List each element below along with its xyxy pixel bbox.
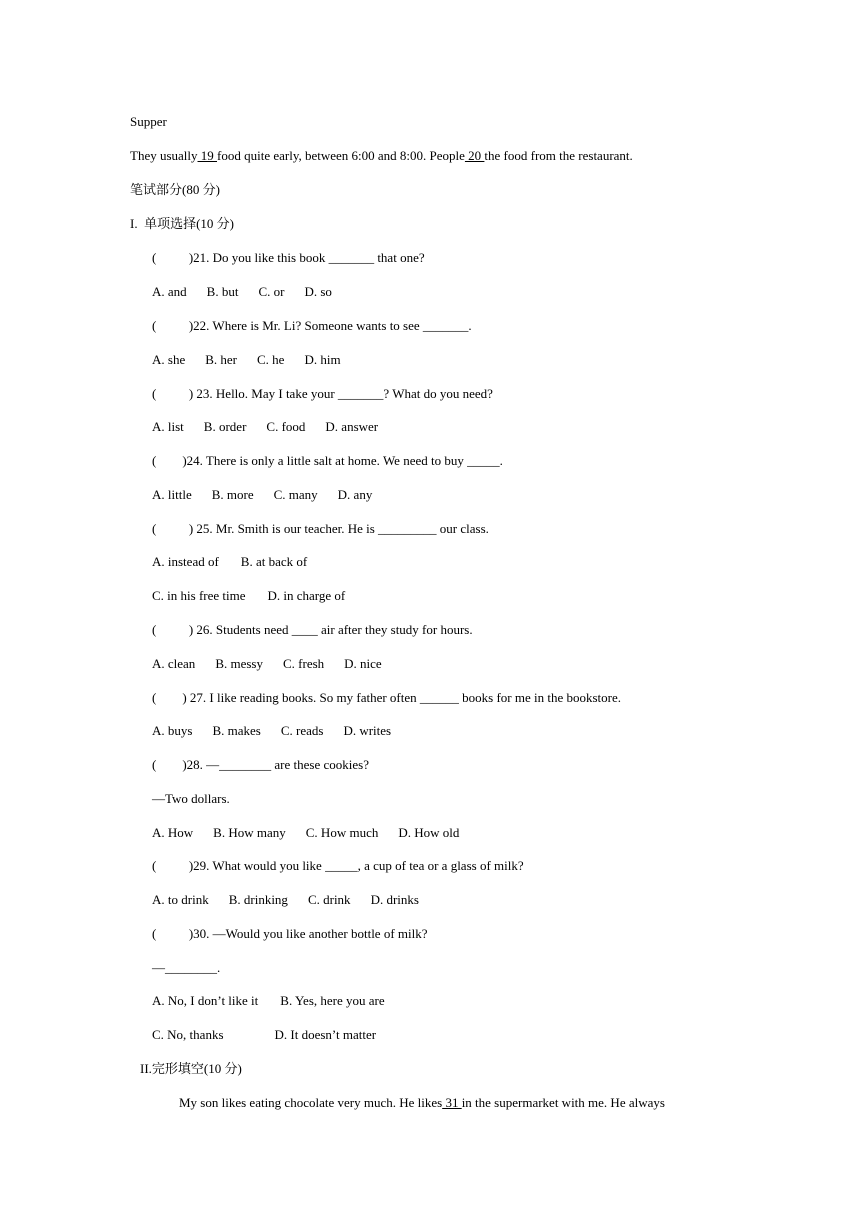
option-d: D. writes (343, 723, 392, 738)
question-24-stem: ( )24. There is only a little salt at home. We need to buy _____. (152, 453, 503, 468)
option-b: B. How many (213, 825, 286, 840)
blank-31: 31 (442, 1095, 462, 1110)
cloze-text-2: in the supermarket with me. He always (461, 1095, 665, 1110)
option-a: A. clean (152, 656, 196, 671)
option-b: B. drinking (228, 892, 288, 907)
written-section-heading: 笔试部分(80 分) (130, 182, 220, 197)
section1-title: I. 单项选择(10 分) (130, 216, 234, 231)
question-26-options (152, 656, 382, 672)
option-d: D. so (304, 284, 332, 299)
passage-text-3: the food from the restaurant. (484, 148, 633, 163)
question-30-reply: —________. (152, 960, 221, 975)
option-b: B. her (205, 352, 237, 367)
option-d: D. any (337, 487, 373, 502)
question-21-stem: ( )21. Do you like this book _______ that one? (152, 250, 425, 265)
option-d: D. How old (398, 825, 460, 840)
question-22-options (152, 352, 341, 368)
option-a: A. to drink (152, 892, 209, 907)
option-c: C. many (273, 487, 318, 502)
option-d: D. in charge of (267, 588, 346, 603)
question-23-options (152, 419, 378, 435)
option-a: A. instead of (152, 554, 219, 569)
question-24-options (152, 487, 372, 503)
question-29-stem: ( )29. What would you like _____, a cup of tea or a glass of milk? (152, 858, 524, 873)
option-b: B. Yes, here you are (280, 993, 385, 1008)
option-b: B. messy (215, 656, 263, 671)
option-d: D. drinks (370, 892, 419, 907)
option-c: C. in his free time (152, 588, 246, 603)
option-a: A. and (152, 284, 187, 299)
option-c: C. he (257, 352, 285, 367)
question-27-options (152, 723, 391, 739)
option-d: D. him (304, 352, 341, 367)
option-d: D. It doesn’t matter (274, 1027, 377, 1042)
question-30-stem: ( )30. —Would you like another bottle of milk? (152, 926, 428, 941)
question-23-stem: ( ) 23. Hello. May I take your _______? What do you need? (152, 386, 493, 401)
heading-supper: Supper (130, 114, 167, 129)
option-b: B. but (206, 284, 239, 299)
question-25-options-line2 (152, 588, 345, 604)
question-29-options (152, 892, 419, 908)
option-a: A. buys (152, 723, 193, 738)
option-c: C. drink (307, 892, 351, 907)
cloze-passage-line (179, 1095, 665, 1111)
question-30-options-line2 (152, 1027, 376, 1043)
question-30-options-line1 (152, 993, 385, 1009)
option-b: B. makes (212, 723, 261, 738)
question-25-options-line1 (152, 554, 307, 570)
question-22-stem: ( )22. Where is Mr. Li? Someone wants to see _______. (152, 318, 472, 333)
option-c: C. fresh (282, 656, 325, 671)
question-28-options (152, 825, 459, 841)
passage-line (130, 148, 633, 164)
option-a: A. No, I don’t like it (152, 993, 259, 1008)
option-c: C. No, thanks (152, 1027, 224, 1042)
option-a: A. she (152, 352, 186, 367)
option-a: A. list (152, 419, 184, 434)
question-27-stem: ( ) 27. I like reading books. So my father often ______ books for me in the bookstore. (152, 690, 621, 705)
question-21-options (152, 284, 332, 300)
passage-text-1: They usually (130, 148, 198, 163)
option-b: B. at back of (240, 554, 308, 569)
option-a: A. How (152, 825, 194, 840)
option-c: C. or (258, 284, 285, 299)
blank-20: 20 (464, 148, 485, 163)
section2-title: II.完形填空(10 分) (140, 1061, 242, 1076)
option-a: A. little (152, 487, 192, 502)
option-c: C. food (266, 419, 306, 434)
option-d: D. answer (325, 419, 379, 434)
question-26-stem: ( ) 26. Students need ____ air after they study for hours. (152, 622, 473, 637)
question-25-stem: ( ) 25. Mr. Smith is our teacher. He is _________ our class. (152, 521, 489, 536)
blank-19: 19 (197, 148, 218, 163)
cloze-text-1: My son likes eating chocolate very much. He likes (179, 1095, 443, 1110)
question-28-stem: ( )28. —________ are these cookies? (152, 757, 369, 772)
option-d: D. nice (344, 656, 382, 671)
option-b: B. more (211, 487, 254, 502)
option-b: B. order (203, 419, 247, 434)
option-c: C. How much (305, 825, 379, 840)
option-c: C. reads (280, 723, 324, 738)
passage-text-2: food quite early, between 6:00 and 8:00. People (217, 148, 465, 163)
question-28-reply: —Two dollars. (152, 791, 230, 806)
